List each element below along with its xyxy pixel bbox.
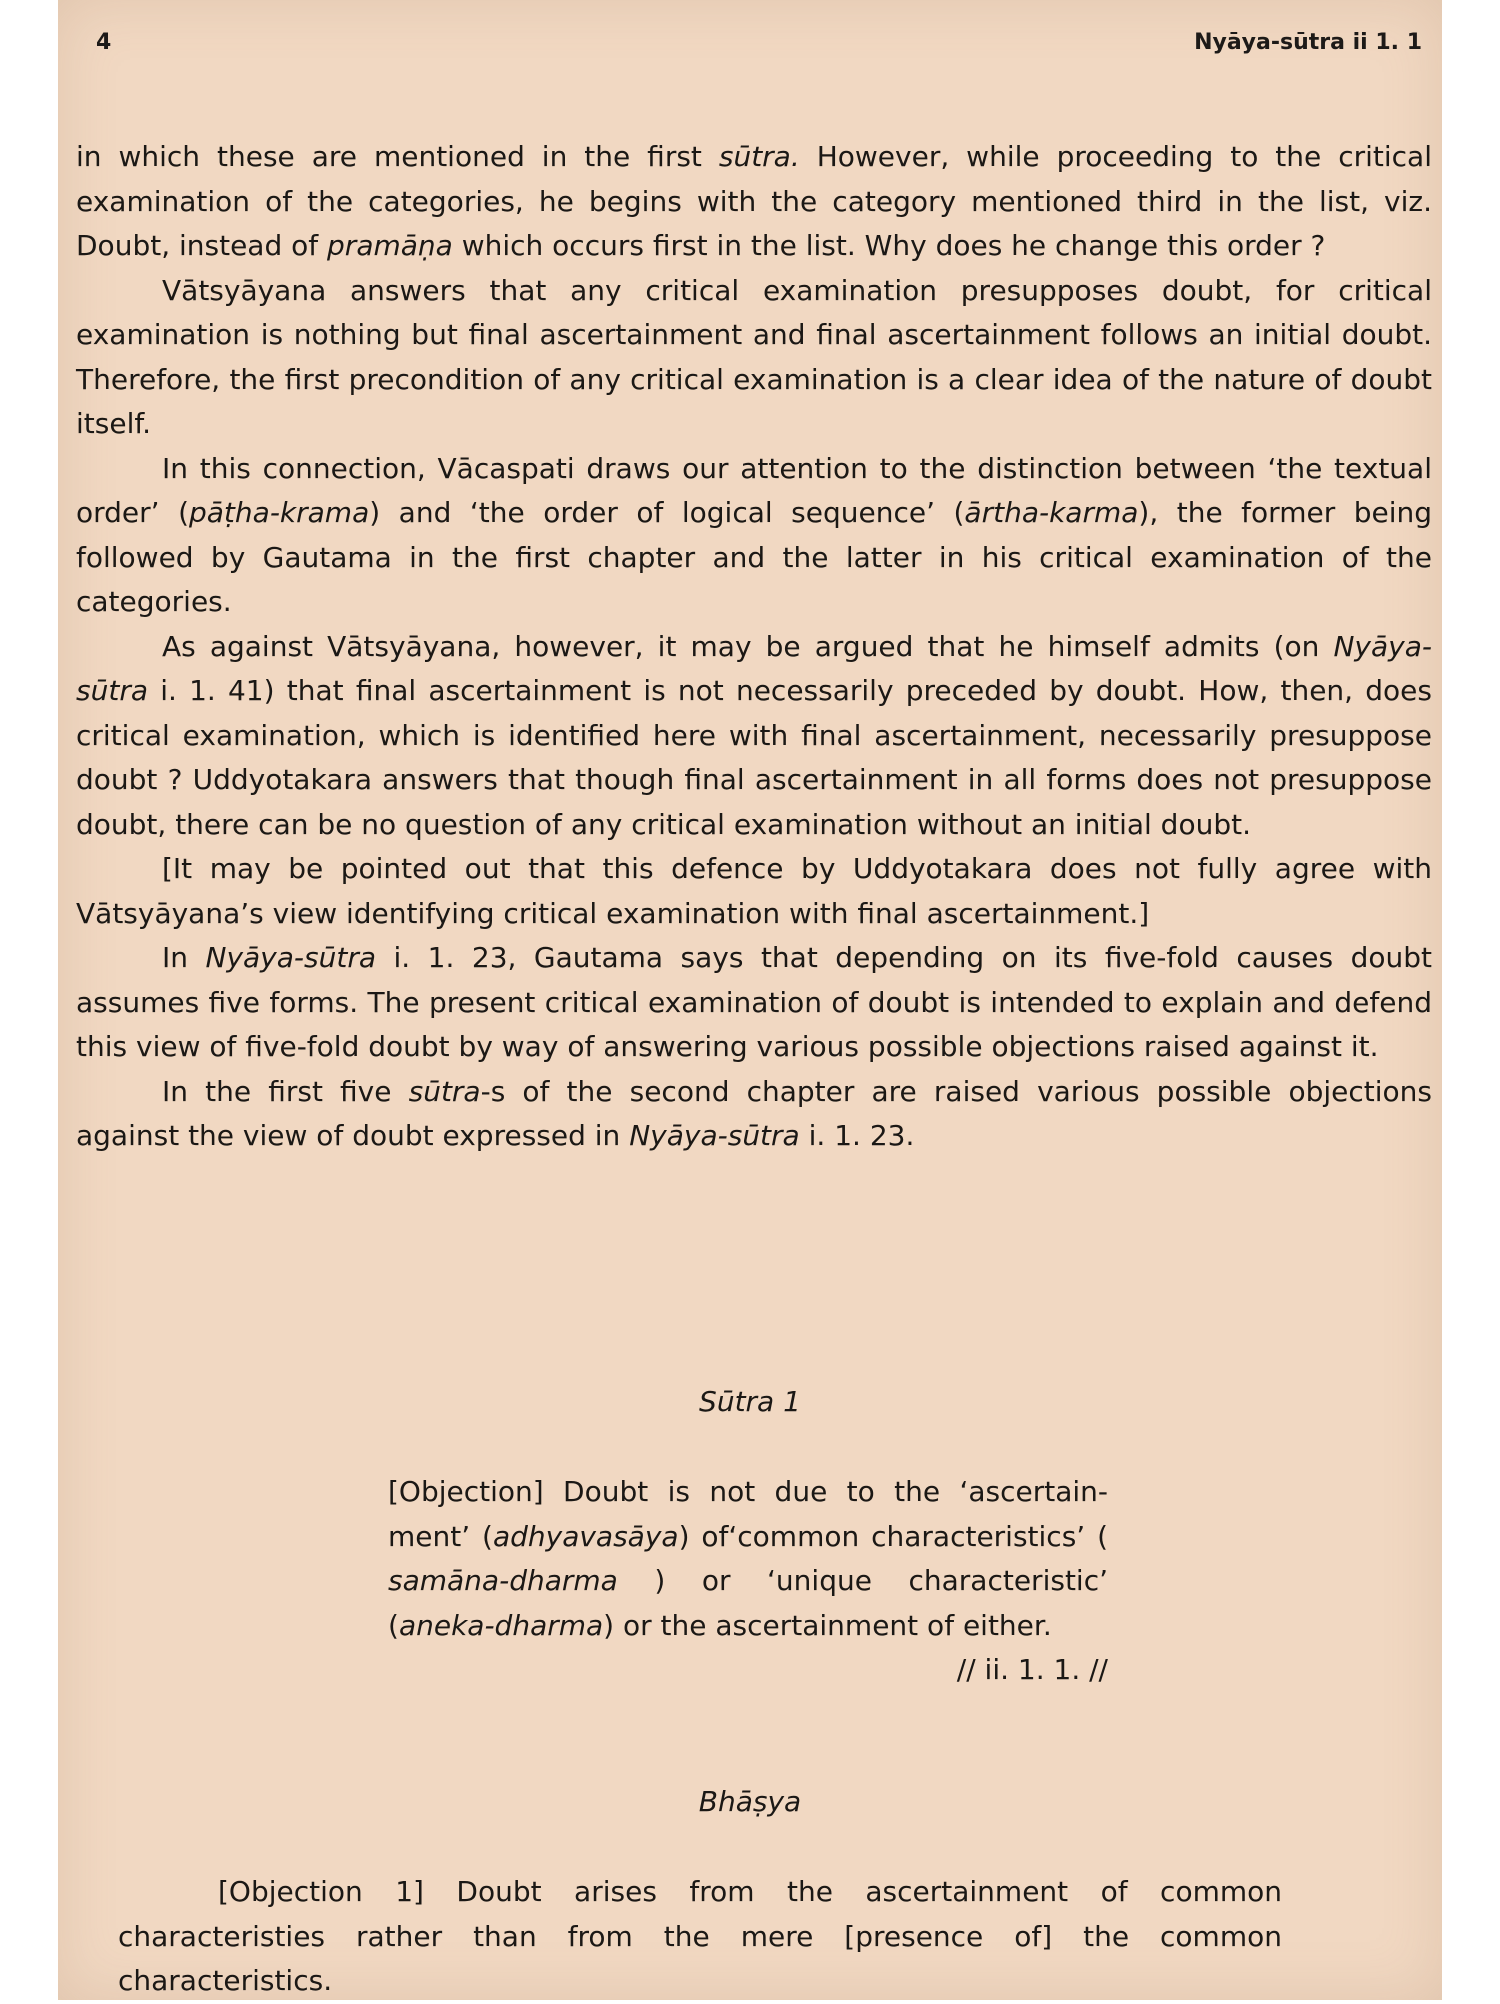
italic-term: aneka-dharma (398, 1608, 604, 1642)
paragraph (76, 447, 1432, 625)
text-run: In the first five (162, 1074, 409, 1108)
page-number: 4 (96, 30, 112, 55)
italic-term: Nyāya-sūtra (629, 1119, 800, 1152)
book-page (58, 0, 1442, 2000)
bhasya-paragraph: [Objection 1] Doubt arises from the ascertainment of common characteristies rather than from the mere [presence of] the common characteristics. (118, 1875, 1282, 1997)
text-run: ) of‘common characteristics’ ( (678, 1519, 1109, 1553)
text-run: However, while proceeding to the critical examination of the categories, he begins with the category mentioned third in the list, viz. Doubt, instead of (76, 140, 1432, 262)
italic-term: ārtha-karma (964, 496, 1139, 529)
text-run: [Objection] Doubt is not due to the ‘ascertain-ment’ ( (388, 1475, 1108, 1553)
sutra-heading: Sūtra 1 (699, 1385, 801, 1418)
running-head: Nyāya-sūtra ii 1. 1 (1194, 30, 1422, 55)
paragraph (76, 625, 1432, 848)
text-run: In (162, 941, 206, 974)
paragraph (76, 847, 1432, 936)
sutra-text-block (388, 1470, 1108, 1693)
text-run: in which these are mentioned in the first (76, 140, 719, 173)
italic-term: sūtra. (718, 140, 800, 173)
paragraph (76, 269, 1432, 447)
text-run: Vātsyāyana answers that any critical examination presupposes doubt, for critical examination is nothing but final ascertainment and final ascertainment follows an initial doubt. Therefore, the first precondition of any critical examination is a clear idea of the nature of doubt itself. (76, 273, 1432, 440)
text-run: i. 1. 23. (799, 1119, 915, 1152)
text-run: ) or ‘unique characteristic’ ( (388, 1564, 1108, 1642)
text-run: ), the former being followed by Gautama in the first chapter and the latter in his critical examination of the categories. (76, 496, 1433, 618)
italic-term: pāṭha-krama (189, 496, 370, 529)
text-run: ) and ‘the order of logical sequence’ ( (369, 496, 965, 529)
italic-term: Nyāya-sūtra (76, 629, 1432, 707)
paragraph (76, 936, 1432, 1070)
italic-term: samāna-dharma (388, 1564, 618, 1597)
text-run: which occurs first in the list. Why does he change this order ? (452, 229, 1326, 262)
text-run: -s of the second chapter are raised various possible objections against the view of doubt expressed in (76, 1074, 1432, 1152)
bhasya-heading: Bhāṣya (698, 1785, 802, 1818)
italic-term: pramāṇa (327, 229, 453, 262)
main-text (76, 135, 1432, 1159)
text-run: ) or the ascertainment of either. (603, 1608, 1052, 1642)
sutra-reference: // ii. 1. 1. // (956, 1653, 1108, 1686)
italic-term: adhyavasāya (492, 1519, 679, 1553)
page-header (58, 30, 1442, 70)
bhasya-text-block (118, 1870, 1282, 2004)
paragraph (76, 135, 1432, 269)
paragraph (76, 1070, 1432, 1159)
italic-term: Nyāya-sūtra (205, 941, 376, 974)
text-run: i. 1. 41) that final ascertainment is not necessarily preceded by doubt. How, then, does critical examination, which is identified here with final ascertainment, necessarily presuppose doubt ? Uddyotakara answers that though final ascertainment in all forms does not presuppose doubt, there can be no question of any critical examination without an initial doubt. (76, 674, 1432, 841)
sutra-text (388, 1470, 1108, 1648)
text-run: As against Vātsyāyana, however, it may be argued that he himself admits (on (162, 629, 1334, 663)
text-run: [It may be pointed out that this defence by Uddyotakara does not fully agree with Vātsyāyana’s view identifying critical examination with final ascertainment.] (76, 852, 1432, 930)
text-run: In this connection, Vācaspati draws our attention to the distinction between ‘the textual order’ ( (76, 451, 1432, 529)
text-run: i. 1. 23, Gautama says that depending on its five-fold causes doubt assumes five forms. The present critical examination of doubt is intended to explain and defend this view of five-fold doubt by way of answering various possible objections raised against it. (76, 941, 1432, 1063)
italic-term: sūtra (408, 1074, 481, 1108)
